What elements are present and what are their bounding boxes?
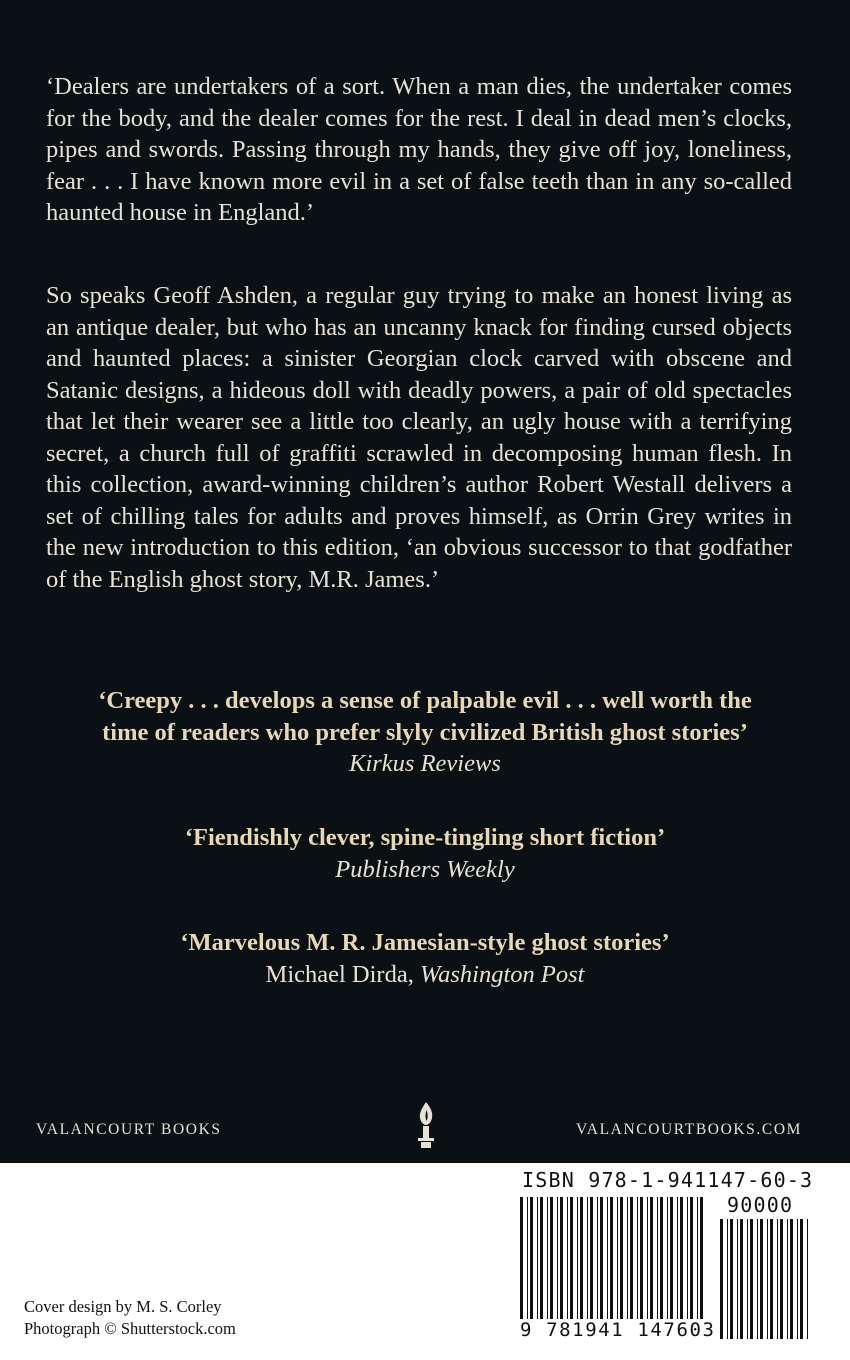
price-addon-label: 90000 bbox=[727, 1193, 794, 1217]
quote-text-line-1: ‘Creepy . . . develops a sense of palpable evil . . . well worth the bbox=[98, 687, 752, 714]
blurb-paragraph-2: So speaks Geoff Ashden, a regular guy trying to make an honest living as an antique dealer, but who has an uncanny knack for finding cursed objects and haunted places: a sinister Georgian clock carved with obscene and Satanic designs, a hideous doll with deadly powers, a pair of old spectacles that let their wearer see a little too clearly, an ugly house with a terrifying secret, a church full of graffiti scrawled in decomposing human flesh. In this collection, award-winning children’s author Robert Westall delivers a set of chilling tales for adults and proves himself, as Orrin Grey writes in the new introduction to this edition, ‘an obvious successor to that godfather of the English ghost story, M.R. James.’ bbox=[46, 282, 792, 593]
cover-credits bbox=[24, 1296, 236, 1340]
quote-source bbox=[0, 748, 850, 780]
quote-source bbox=[0, 959, 850, 991]
quote-text-line-2: time of readers who prefer slyly civilized British ghost stories’ bbox=[102, 718, 748, 746]
review-quote-washington-post bbox=[0, 927, 850, 990]
candle-flame-icon bbox=[414, 1100, 438, 1150]
barcode-digits: 9 781941 147603 bbox=[520, 1319, 716, 1341]
publisher-name: VALANCOURT BOOKS bbox=[36, 1121, 222, 1138]
photograph-credit: Photograph © Shutterstock.com bbox=[24, 1319, 236, 1338]
quote-source-publication: Kirkus Reviews bbox=[349, 750, 501, 777]
quote-source-name: Michael Dirda, bbox=[265, 960, 420, 988]
quote-text-line-1: ‘Fiendishly clever, spine-tingling short fiction’ bbox=[184, 824, 666, 851]
quote-text-line-1: ‘Marvelous M. R. Jamesian-style ghost stories’ bbox=[180, 929, 670, 956]
blurb-paragraph-1: ‘Dealers are undertakers of a sort. When a man dies, the undertaker comes for the body, and the dealer comes for the rest. I deal in dead men’s clocks, pipes and swords. Passing through my hands, they give off joy, loneliness, fear . . . I have known more evil in a set of false teeth than in any so-called haunted house in England.’ bbox=[46, 73, 792, 226]
review-quote-publishers-weekly bbox=[0, 822, 850, 885]
quote-source-publication: Publishers Weekly bbox=[335, 855, 515, 883]
cover-design-credit: Cover design by M. S. Corley bbox=[24, 1297, 222, 1316]
isbn-label: ISBN 978-1-941147-60-3 bbox=[522, 1168, 814, 1192]
publisher-website: VALANCOURTBOOKS.COM bbox=[576, 1121, 802, 1138]
review-quote-kirkus bbox=[0, 685, 850, 780]
quote-source-publication: Washington Post bbox=[419, 960, 585, 988]
isbn-barcode bbox=[506, 1167, 816, 1347]
